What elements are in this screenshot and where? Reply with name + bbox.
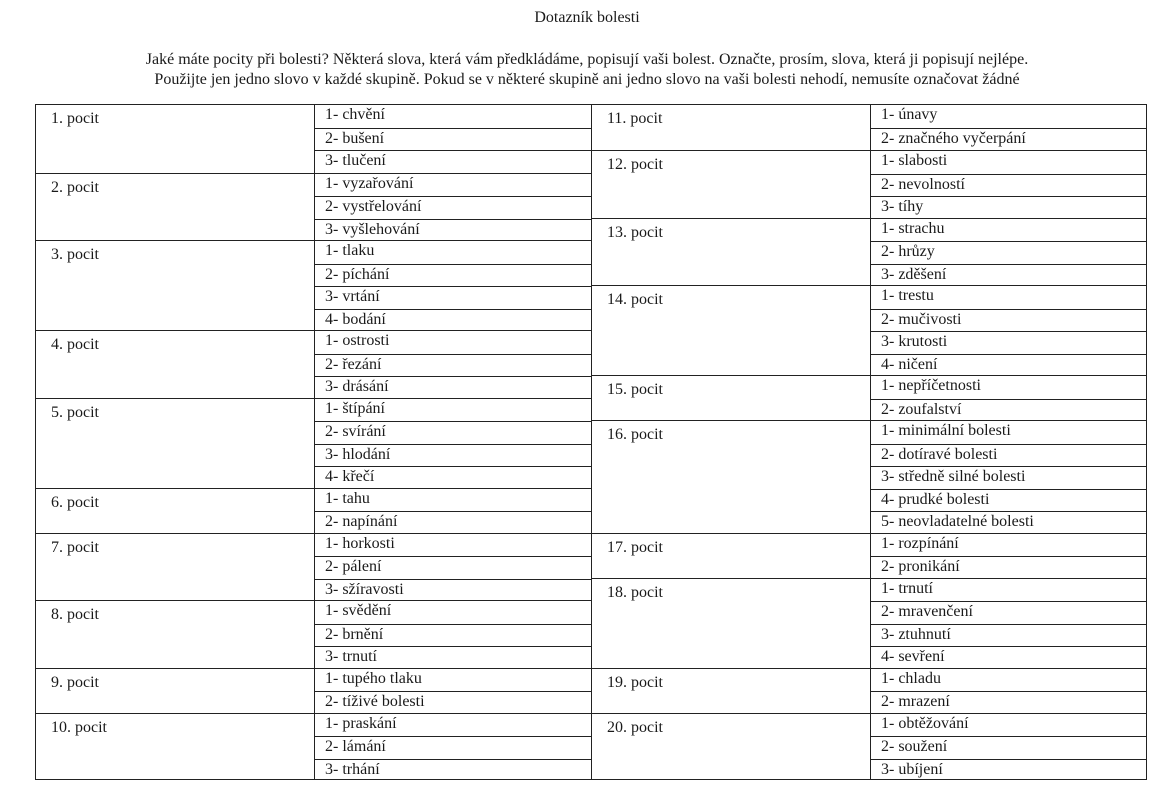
group-options bbox=[870, 286, 1146, 375]
pain-group bbox=[592, 105, 1146, 150]
option-word[interactable]: 3- sžíravosti bbox=[315, 579, 591, 602]
option-word[interactable]: 2- mravenčení bbox=[871, 601, 1146, 624]
option-word[interactable]: 3- vrtání bbox=[315, 286, 591, 309]
group-options bbox=[314, 669, 591, 713]
group-label: 9. pocit bbox=[51, 673, 99, 691]
group-label: 18. pocit bbox=[607, 583, 663, 601]
group-options bbox=[870, 219, 1146, 286]
option-word[interactable]: 1- svědění bbox=[325, 602, 392, 619]
option-word[interactable]: 4- bodání bbox=[315, 309, 591, 332]
pain-group bbox=[592, 713, 1146, 781]
group-options bbox=[314, 534, 591, 601]
pain-group bbox=[592, 375, 1146, 420]
group-options bbox=[870, 421, 1146, 533]
option-word[interactable]: 2- bušení bbox=[315, 128, 591, 151]
pain-group bbox=[592, 668, 1146, 713]
option-word[interactable]: 2- zoufalství bbox=[871, 399, 1146, 422]
group-options bbox=[314, 601, 591, 668]
option-word[interactable]: 2- mrazení bbox=[871, 691, 1146, 714]
option-word[interactable]: 2- vystřelování bbox=[315, 196, 591, 219]
option-word[interactable]: 4- křečí bbox=[315, 466, 591, 489]
option-word[interactable]: 5- neovladatelné bolesti bbox=[871, 511, 1146, 534]
group-options bbox=[870, 669, 1146, 713]
group-options bbox=[314, 105, 591, 173]
group-options bbox=[314, 399, 591, 488]
option-word[interactable]: 3- krutosti bbox=[871, 331, 1146, 354]
group-options bbox=[314, 174, 591, 241]
group-options bbox=[314, 489, 591, 533]
group-label: 5. pocit bbox=[51, 403, 99, 421]
option-word[interactable]: 1- obtěžování bbox=[881, 714, 969, 732]
instructions-line-1: Jaké máte pocity při bolesti? Některá slova, která vám předkládáme, popisují vaši bolest. Označte, prosím, slova, která ji popisují nejlépe. bbox=[145, 51, 1029, 68]
option-word[interactable]: 1- tupého tlaku bbox=[325, 669, 422, 687]
option-word[interactable]: 1- chvění bbox=[325, 106, 385, 123]
option-word[interactable]: 1- štípání bbox=[325, 399, 385, 417]
pain-group bbox=[36, 668, 591, 713]
group-label: 6. pocit bbox=[51, 493, 99, 511]
option-word[interactable]: 4- prudké bolesti bbox=[871, 489, 1146, 512]
questionnaire-table bbox=[35, 104, 1147, 780]
group-options bbox=[870, 376, 1146, 420]
group-label: 20. pocit bbox=[607, 718, 663, 736]
pain-group bbox=[592, 533, 1146, 578]
group-options bbox=[870, 579, 1146, 668]
group-options bbox=[870, 714, 1146, 781]
group-label: 8. pocit bbox=[51, 606, 99, 623]
group-label: 12. pocit bbox=[607, 156, 663, 173]
group-label: 17. pocit bbox=[607, 538, 663, 556]
option-word[interactable]: 1- chladu bbox=[881, 669, 941, 687]
option-word[interactable]: 1- horkosti bbox=[325, 534, 395, 552]
option-word[interactable]: 3- zděšení bbox=[871, 264, 1146, 287]
group-options bbox=[870, 534, 1146, 578]
pain-group bbox=[36, 713, 591, 781]
instructions-line-2: Použijte jen jedno slovo v každé skupině. Pokud se v některé skupině ani jedno slovo na vaši bolesti nehodí, nemusíte označovat žádné bbox=[154, 71, 1020, 88]
pain-group bbox=[36, 488, 591, 533]
option-word[interactable]: 3- hlodání bbox=[315, 444, 591, 467]
option-word[interactable]: 3- drásání bbox=[315, 376, 591, 399]
option-word[interactable]: 1- trestu bbox=[881, 287, 934, 304]
option-word[interactable]: 1- praskání bbox=[325, 714, 397, 732]
option-word[interactable]: 2- nevolností bbox=[871, 174, 1146, 197]
option-word[interactable]: 2- pálení bbox=[315, 556, 591, 579]
option-word[interactable]: 2- značného vyčerpání bbox=[871, 128, 1146, 151]
option-word[interactable]: 2- řezání bbox=[315, 354, 591, 377]
group-options bbox=[314, 331, 591, 398]
instructions bbox=[0, 50, 1174, 90]
group-label: 11. pocit bbox=[607, 110, 663, 127]
pain-group bbox=[592, 578, 1146, 668]
option-word[interactable]: 2- mučivosti bbox=[871, 309, 1146, 332]
option-word[interactable]: 2- brnění bbox=[315, 624, 591, 647]
option-word[interactable]: 2- napínání bbox=[315, 511, 591, 534]
option-word[interactable]: 3- ztuhnutí bbox=[871, 624, 1146, 647]
option-word[interactable]: 4- ničení bbox=[871, 354, 1146, 377]
table-right-column bbox=[591, 105, 1146, 779]
option-word[interactable]: 2- píchání bbox=[315, 264, 591, 287]
option-word[interactable]: 1- rozpínání bbox=[881, 534, 959, 552]
option-word[interactable]: 1- vyzařování bbox=[325, 174, 414, 192]
option-word[interactable]: 1- tahu bbox=[325, 489, 370, 507]
option-word[interactable]: 3- ubíjení bbox=[871, 759, 1146, 782]
group-label: 2. pocit bbox=[51, 178, 99, 196]
option-word[interactable]: 2- hrůzy bbox=[871, 241, 1146, 264]
option-word[interactable]: 1- strachu bbox=[881, 219, 945, 237]
group-label: 3. pocit bbox=[51, 246, 99, 263]
option-word[interactable]: 2- pronikání bbox=[871, 556, 1146, 579]
option-word[interactable]: 1- minimální bolesti bbox=[881, 422, 1011, 439]
option-word[interactable]: 3- tlučení bbox=[315, 150, 591, 173]
option-word[interactable]: 1- slabosti bbox=[881, 152, 948, 169]
group-options bbox=[314, 241, 591, 330]
option-word[interactable]: 3- středně silné bolesti bbox=[871, 466, 1146, 489]
group-options bbox=[870, 151, 1146, 218]
pain-group bbox=[36, 533, 591, 601]
pain-group bbox=[36, 240, 591, 330]
option-word[interactable]: 2- soužení bbox=[871, 736, 1146, 759]
pain-group bbox=[592, 218, 1146, 286]
option-word[interactable]: 1- trnutí bbox=[881, 579, 933, 597]
option-word[interactable]: 3- trhání bbox=[315, 759, 591, 782]
pain-group bbox=[36, 330, 591, 398]
pain-group bbox=[592, 420, 1146, 533]
page-title: Dotazník bolesti bbox=[534, 9, 640, 26]
group-label: 15. pocit bbox=[607, 381, 663, 398]
option-word[interactable]: 1- únavy bbox=[881, 106, 938, 123]
option-word[interactable]: 3- tíhy bbox=[871, 196, 1146, 219]
group-label: 4. pocit bbox=[51, 336, 99, 353]
pain-group bbox=[592, 285, 1146, 375]
group-options bbox=[314, 714, 591, 781]
pain-group bbox=[36, 600, 591, 668]
option-word[interactable]: 3- vyšlehování bbox=[315, 219, 591, 242]
group-label: 19. pocit bbox=[607, 673, 663, 691]
option-word[interactable]: 1- nepříčetnosti bbox=[881, 377, 981, 394]
option-word[interactable]: 2- dotíravé bolesti bbox=[871, 444, 1146, 467]
group-label: 7. pocit bbox=[51, 538, 99, 556]
pain-group bbox=[592, 150, 1146, 218]
option-word[interactable]: 3- trnutí bbox=[315, 646, 591, 669]
group-label: 13. pocit bbox=[607, 223, 663, 241]
option-word[interactable]: 1- ostrosti bbox=[325, 332, 390, 349]
option-word[interactable]: 1- tlaku bbox=[325, 242, 375, 259]
option-word[interactable]: 2- svírání bbox=[315, 421, 591, 444]
pain-group bbox=[36, 173, 591, 241]
pain-group bbox=[36, 105, 591, 173]
group-options bbox=[870, 105, 1146, 150]
group-label: 16. pocit bbox=[607, 426, 663, 443]
option-word[interactable]: 4- sevření bbox=[871, 646, 1146, 669]
option-word[interactable]: 2- tíživé bolesti bbox=[315, 691, 591, 714]
group-label: 10. pocit bbox=[51, 718, 107, 736]
group-label: 1. pocit bbox=[51, 110, 99, 127]
table-left-column bbox=[36, 105, 591, 779]
option-word[interactable]: 2- lámání bbox=[315, 736, 591, 759]
pain-group bbox=[36, 398, 591, 488]
group-label: 14. pocit bbox=[607, 291, 663, 308]
